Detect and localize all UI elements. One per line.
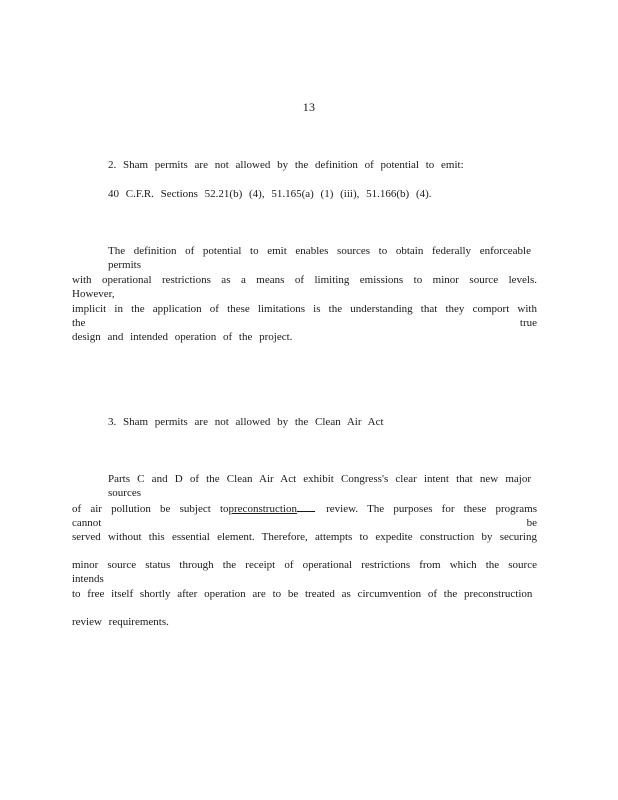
section-2-heading-line-2: 40 C.F.R. Sections 52.21(b) (4), 51.165(a) (1) (iii), 51.166(b) (4). [108,188,432,200]
section-2-para-line-4: design and intended operation of the project. [72,331,293,343]
section-3-para-line-5: to free itself shortly after operation are to be treated as circumvention of the preconstruction [72,588,533,600]
section-2-heading-line-1: 2. Sham permits are not allowed by the definition of potential to emit: [108,159,464,171]
section-3-heading: 3. Sham permits are not allowed by the Clean Air Act [108,416,384,428]
section-3-para-line-6: review requirements. [72,616,169,628]
section-3-para-line-2-post: review. The purposes for these programs cannot be [72,503,538,529]
section-3-para-line-2 [72,501,537,530]
page-number: 13 [302,100,316,114]
section-2-para-line-2: with operational restrictions as a means of limiting emissions to minor source levels. However, [72,274,537,300]
underline-blank [297,501,315,512]
section-3-para-line-4: minor source status through the receipt of operational restrictions from which the source intends [72,559,537,585]
section-2-para-line-3: implicit in the application of these limitations is the understanding that they comport with the true [72,303,537,329]
underlined-term: preconstruction [228,503,297,515]
section-2-para-line-1: The definition of potential to emit enables sources to obtain federally enforceable permits [108,245,531,271]
section-3-para-line-3: served without this essential element. Therefore, attempts to expedite construction by securing [72,531,537,543]
section-3-para-line-1: Parts C and D of the Clean Air Act exhibit Congress's clear intent that new major sources [108,473,531,499]
section-3-para-line-2-pre: of air pollution be subject to [72,503,229,515]
